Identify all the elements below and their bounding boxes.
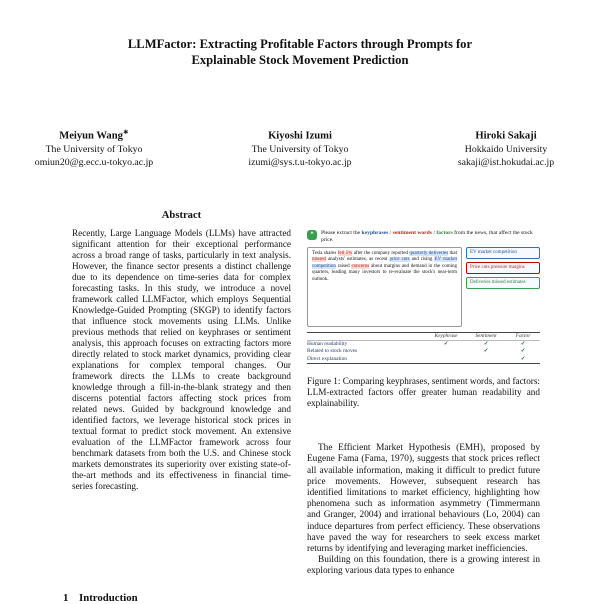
abstract-heading: Abstract	[161, 210, 202, 221]
check-cell: ✓	[483, 341, 489, 347]
table-row	[307, 348, 540, 355]
check-cell: ✓	[520, 348, 526, 355]
author-1-footnote-mark: ∗	[122, 128, 129, 136]
news-seg-sentiment: fell 5%	[337, 250, 353, 256]
section-1-number: 1	[63, 592, 69, 604]
check-cell: ✓	[520, 355, 526, 362]
news-seg: analysts' estimates, as recent	[325, 257, 390, 263]
extracted-factors-panel	[466, 247, 540, 327]
news-seg: and rising	[409, 257, 435, 263]
figure-main	[307, 247, 540, 327]
figure-1	[307, 230, 540, 409]
news-seg: after the company reported	[352, 250, 410, 256]
author-3-email: sakaji@ist.hokudai.ac.jp	[457, 156, 555, 168]
prompt-sentiment: sentiment words	[392, 230, 432, 236]
author-3	[416, 126, 596, 169]
author-2	[210, 126, 390, 169]
author-2-email: izumi@sys.t.u-tokyo.ac.jp	[248, 156, 352, 168]
prompt-factors: factors	[436, 230, 453, 236]
news-seg-keyphrase: EV market competition	[312, 257, 457, 269]
left-column	[63, 210, 300, 492]
author-1-affiliation: The University of Tokyo	[45, 143, 143, 155]
news-seg-keyphrase: quarterly deliveries	[409, 250, 449, 256]
author-3-name	[416, 126, 596, 143]
author-block	[0, 126, 600, 169]
news-seg-sentiment: missed	[312, 257, 326, 263]
intro-paragraph-2: Building on this foundation, there is a growing interest in exploring various data types to enhance	[307, 555, 540, 577]
comparison-table	[307, 332, 540, 365]
check-cell: ✓	[443, 341, 449, 347]
news-seg: Tesla shares	[312, 250, 338, 256]
right-column	[307, 230, 540, 578]
news-text-box	[307, 247, 462, 327]
news-seg: about margins and demand in the coming quarters, leading many investors to re-evaluate the stock's near-term outlook.	[312, 263, 457, 282]
paper-title	[0, 36, 600, 68]
figure-1-caption: Figure 1: Comparing keyphrases, sentiment words, and factors: LLM-extracted factors offer greater human readability and explainability.	[307, 376, 540, 409]
prompt-keyphrases: keyphrases	[361, 230, 389, 236]
factor-item: Deliveries missed estimates	[466, 277, 540, 289]
row-label: Related to stock moves	[307, 348, 358, 355]
row-label: Direct explanation	[307, 355, 347, 362]
author-3-name-text: Hiroki Sakaji	[475, 130, 537, 142]
table-row	[307, 356, 540, 364]
news-seg: that	[448, 250, 457, 256]
paper-title-line1: LLMFactor: Extracting Profitable Factors through Prompts for	[127, 37, 473, 51]
intro-paragraph-1: The Efficient Market Hypothesis (EMH), proposed by Eugene Fama (Fama, 1970), suggests that stock prices reflect all available information, making it difficult to predict future price movements. However, subsequent research has identified limitations to market efficiency, highlighting how phenomena such as information asymmetry (Timmermann and Granger, 2004) and irrational behaviours (Lo, 2004) can induce departures from perfect efficiency. These observations have paved the way for researchers to seek excess market returns by identifying and leveraging market inefficiencies.	[307, 443, 540, 555]
news-seg-keyphrase: price cuts	[389, 257, 410, 263]
prompt-sep2: /	[431, 230, 437, 236]
prompt-prefix: Please extract the	[321, 230, 362, 236]
author-1	[4, 126, 184, 169]
news-seg-sentiment: concerns	[351, 263, 370, 269]
news-seg: raised	[335, 263, 352, 269]
factor-item: Price cuts pressure margins	[466, 262, 540, 274]
check-cell: ✓	[520, 341, 526, 347]
abstract-text: Recently, Large Language Models (LLMs) have attracted significant attention for their exceptional performance across a broad range of tasks, particularly in text analysis. However, the finance sector presents a distinct challenge due to its dependence on time-series data for complex forecasting tasks. In this study, we introduce a novel framework called LLMFactor, which employs Sequential Knowledge-Guided Prompting (SKGP) to identify factors that influence stock movements using LLMs. Unlike previous methods that relied on keyphrases or sentiment analysis, this approach focuses on extracting factors more directly related to stock market dynamics, providing clear explanations for complex temporal changes. Our framework directs the LLMs to create background knowledge through a fill-in-the-blank strategy and then discerns potential factors affecting stock prices from related news. Guided by background knowledge and identified factors, we leverage historical stock prices in textual format to predict stock movement. An extensive evaluation of the LLMFactor framework across four benchmark datasets from both the U.S. and Chinese stock markets demonstrates its superiority over existing state-of-the-art methods and its effectiveness in financial time-series forecasting.	[72, 228, 291, 491]
figure-prompt-text	[321, 230, 540, 244]
figure-prompt	[307, 230, 540, 244]
prompt-sep1: /	[388, 230, 393, 236]
header-sentiment: Sentiment	[475, 332, 497, 339]
section-1-heading	[63, 592, 138, 604]
prompt-suffix: from the news, that affect the stock price.	[321, 230, 533, 243]
author-1-name-text: Meiyun Wang	[59, 130, 123, 142]
author-2-name	[210, 126, 390, 143]
check-cell: ✓	[483, 348, 489, 355]
table-row	[307, 341, 540, 348]
comparison-table-header	[307, 332, 540, 341]
author-1-name	[4, 126, 184, 143]
header-keyphrase: Keyphrase	[434, 332, 458, 339]
header-factor: Factor	[515, 332, 531, 339]
section-1-title: Introduction	[79, 592, 138, 604]
paper-title-line2: Explainable Stock Movement Prediction	[191, 53, 409, 67]
author-1-email: omiun20@g.ecc.u-tokyo.ac.jp	[34, 156, 154, 168]
row-label: Human readability	[307, 341, 348, 347]
author-2-name-text: Kiyoshi Izumi	[268, 130, 332, 142]
chat-bubble-icon: ❝	[307, 230, 317, 240]
author-2-affiliation: The University of Tokyo	[251, 143, 349, 155]
factor-item: EV market competition	[466, 247, 540, 259]
author-3-affiliation: Hokkaido University	[464, 143, 548, 155]
